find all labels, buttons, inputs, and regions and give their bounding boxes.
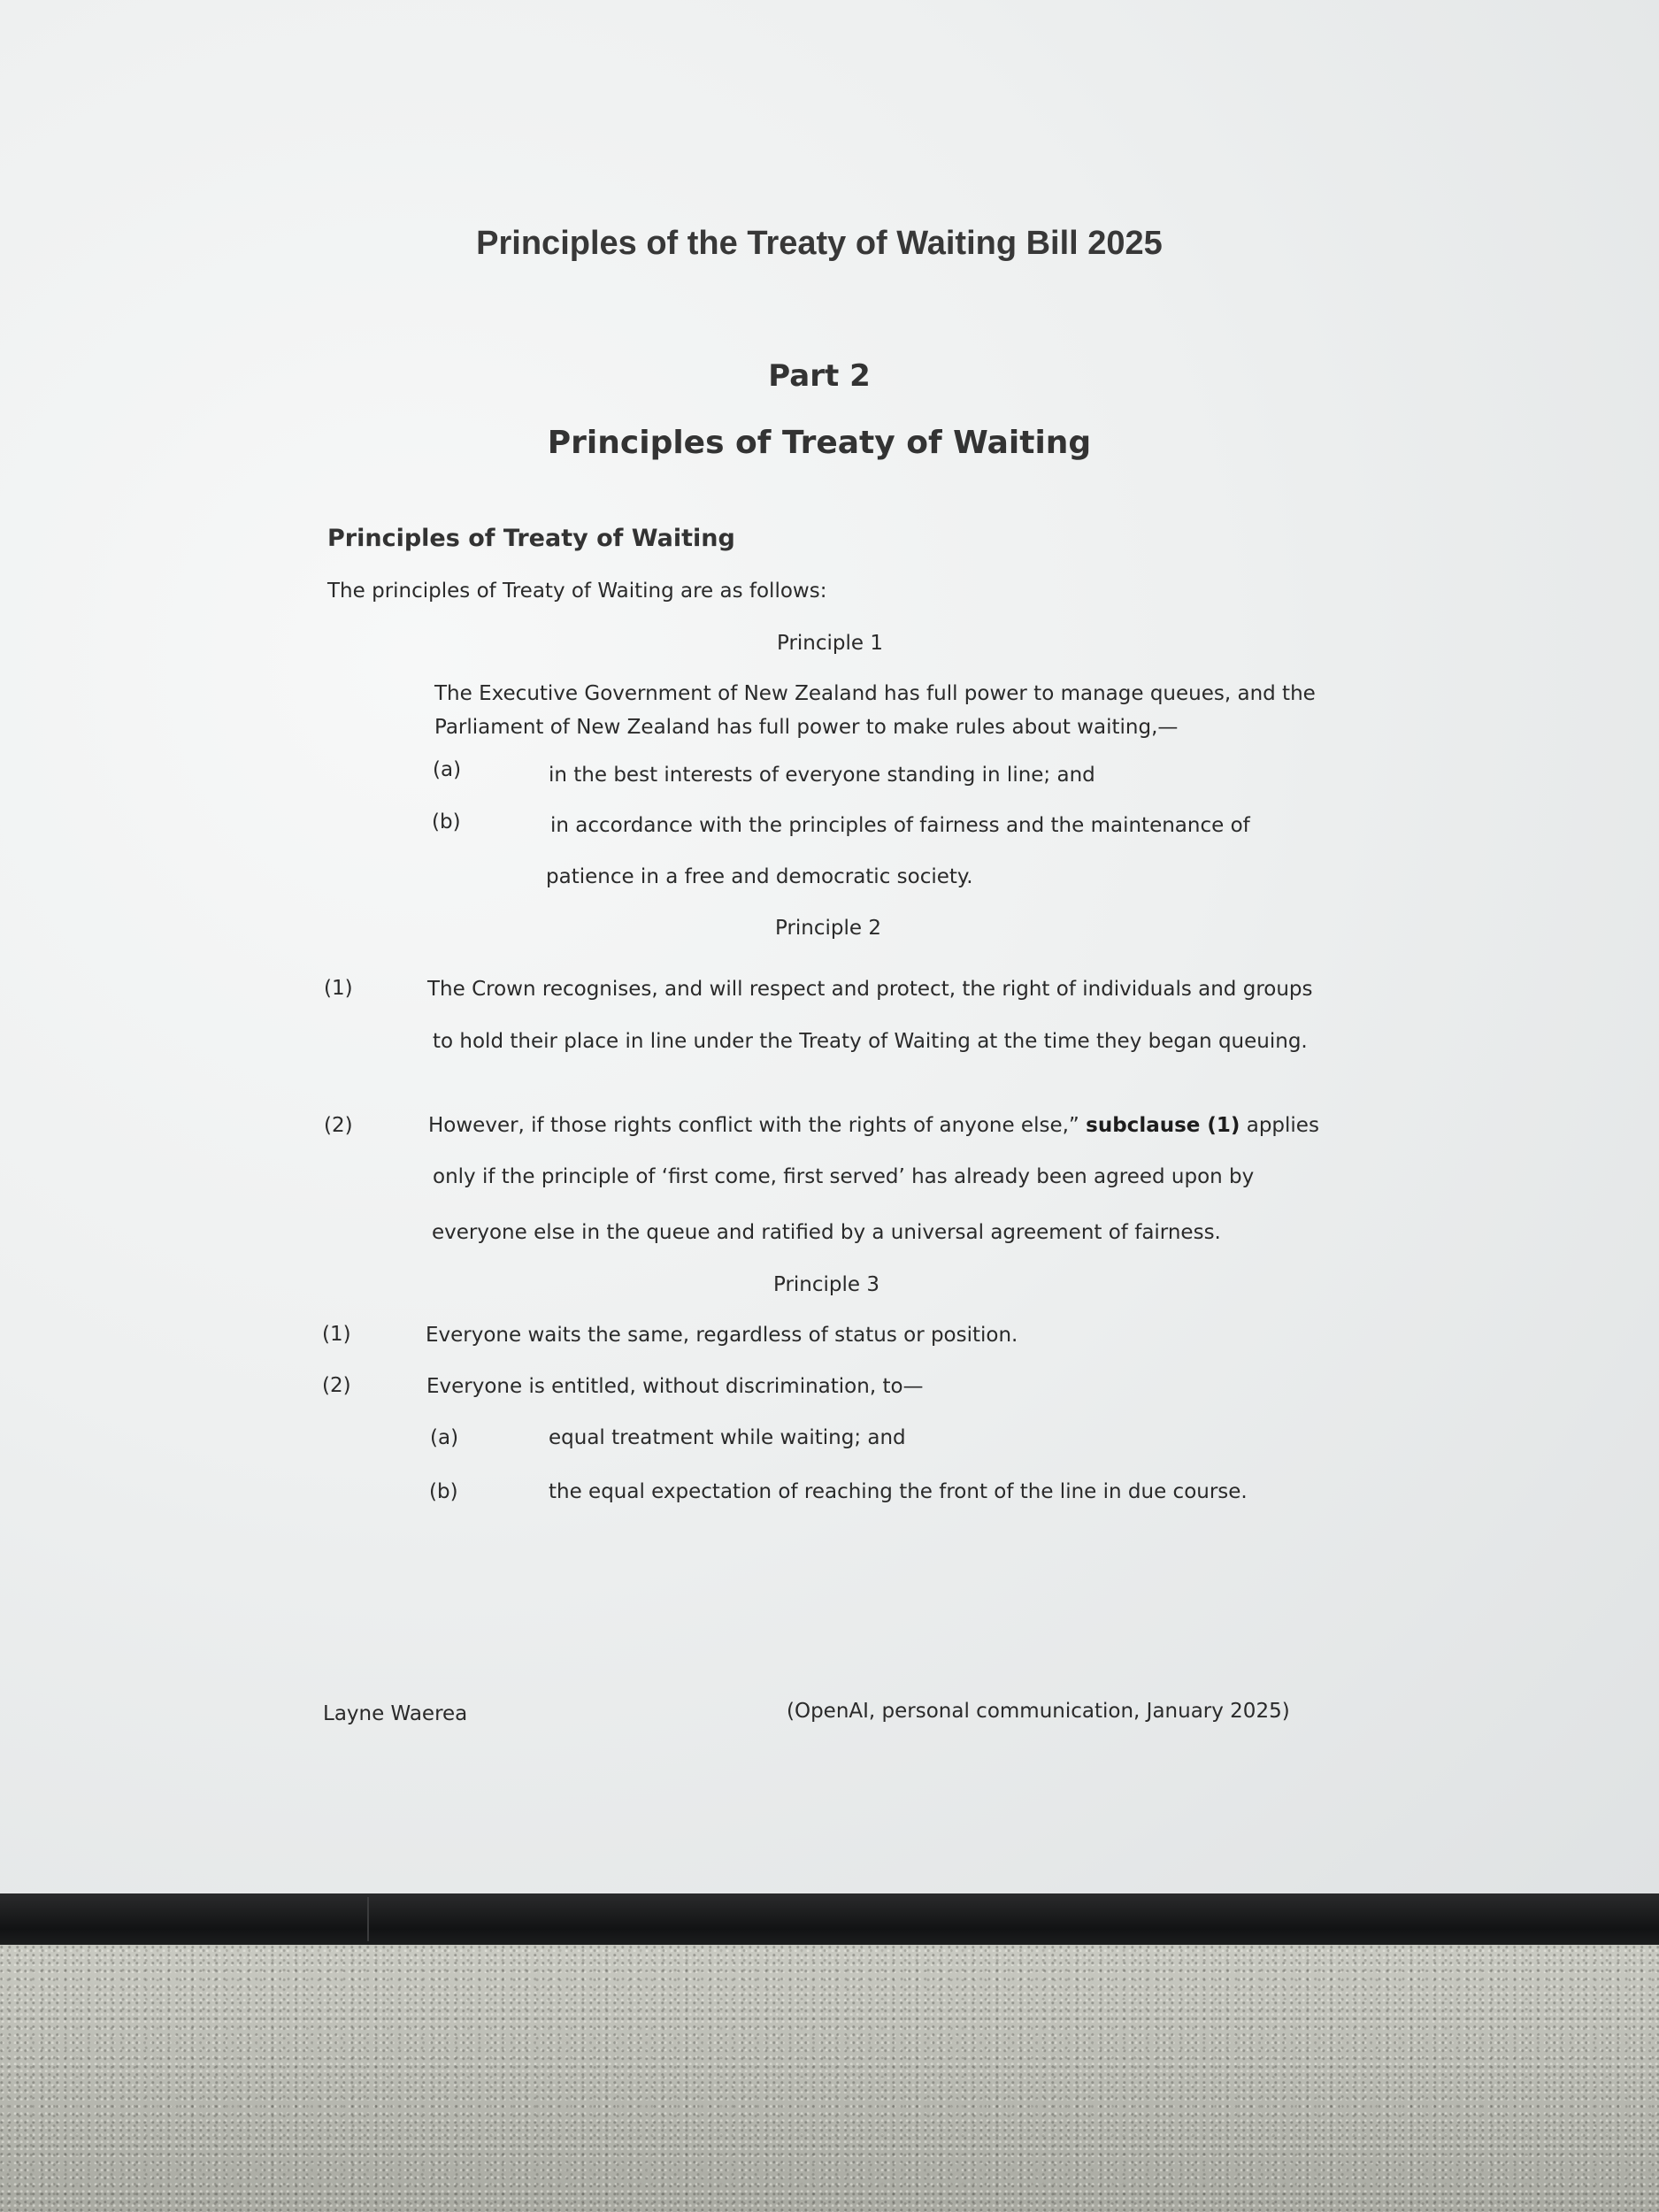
principle-1-text-line2: Parliament of New Zealand has full power to make rules about waiting,— bbox=[434, 716, 1179, 739]
principle-2-clause-2-line3: everyone else in the queue and ratified by a universal agreement of fairness. bbox=[432, 1221, 1221, 1244]
principle-1-heading: Principle 1 bbox=[777, 632, 884, 655]
principle-3-clause-2-text: Everyone is entitled, without discrimination, to— bbox=[426, 1375, 924, 1398]
principle-1-item-b-line1: in accordance with the principles of fairness and the maintenance of bbox=[550, 814, 1250, 837]
principle-2-clause-2-label: (2) bbox=[324, 1114, 353, 1137]
principle-3-clause-1-label: (1) bbox=[322, 1323, 351, 1346]
principle-3-heading: Principle 3 bbox=[773, 1273, 880, 1296]
principle-3-item-b-text: the equal expectation of reaching the front of the line in due course. bbox=[549, 1480, 1248, 1503]
bill-title: Principles of the Treaty of Waiting Bill 2025 bbox=[476, 225, 1163, 262]
clause-2-text-pre: However, if those rights conflict with the rights of anyone else,” bbox=[428, 1114, 1087, 1137]
subclause-reference: subclause (1) bbox=[1086, 1114, 1240, 1137]
principle-1-item-a-text: in the best interests of everyone standing in line; and bbox=[549, 764, 1095, 787]
principle-2-clause-2-line2: only if the principle of ‘first come, first served’ has already been agreed upon by bbox=[433, 1165, 1255, 1188]
part-number: Part 2 bbox=[768, 358, 871, 394]
principle-2-clause-1-line2: to hold their place in line under the Treaty of Waiting at the time they began queuing. bbox=[433, 1030, 1308, 1053]
intro-text: The principles of Treaty of Waiting are as follows: bbox=[327, 580, 827, 603]
principle-1-item-b-line2: patience in a free and democratic society. bbox=[546, 865, 973, 888]
principle-2-clause-2-line1 bbox=[428, 1114, 1319, 1137]
part-title: Principles of Treaty of Waiting bbox=[547, 425, 1092, 461]
skirting-board bbox=[0, 1893, 1659, 1945]
principle-2-heading: Principle 2 bbox=[775, 917, 882, 940]
section-heading: Principles of Treaty of Waiting bbox=[327, 525, 735, 552]
principle-1-item-b-label: (b) bbox=[432, 810, 461, 833]
principle-3-clause-1-text: Everyone waits the same, regardless of status or position. bbox=[426, 1324, 1018, 1347]
principle-2-clause-1-label: (1) bbox=[324, 977, 353, 1000]
clause-2-text-post: applies bbox=[1240, 1114, 1319, 1137]
principle-3-item-b-label: (b) bbox=[429, 1480, 458, 1503]
principle-3-item-a-label: (a) bbox=[430, 1426, 459, 1449]
principle-3-item-a-text: equal treatment while waiting; and bbox=[549, 1426, 906, 1449]
skirting-seam bbox=[367, 1897, 369, 1941]
principle-3-clause-2-label: (2) bbox=[322, 1374, 351, 1397]
citation: (OpenAI, personal communication, January 2025) bbox=[787, 1700, 1290, 1723]
artist-credit: Layne Waerea bbox=[323, 1702, 468, 1725]
principle-2-clause-1-line1: The Crown recognises, and will respect and protect, the right of individuals and groups bbox=[427, 978, 1313, 1001]
principle-1-text-line1: The Executive Government of New Zealand has full power to manage queues, and the bbox=[434, 682, 1316, 705]
concrete-floor bbox=[0, 1945, 1659, 2212]
principle-1-item-a-label: (a) bbox=[433, 758, 462, 781]
